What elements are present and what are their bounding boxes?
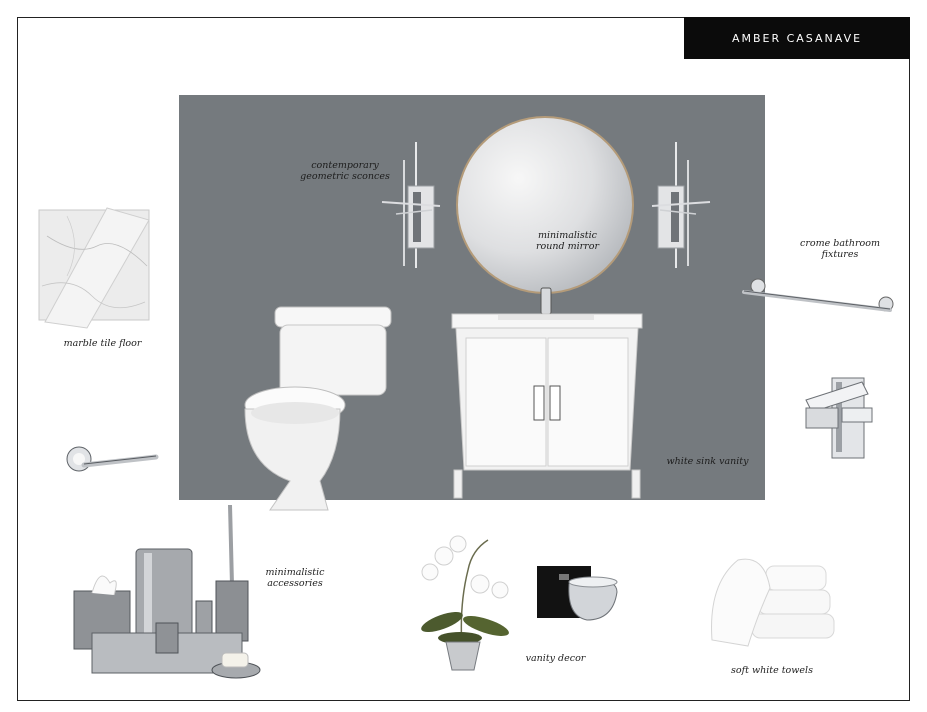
accessories-label-line2: accessories <box>267 578 323 589</box>
tile-label <box>50 338 155 349</box>
decor-label-text: vanity decor <box>525 653 586 664</box>
fixtures-label <box>790 238 890 260</box>
vanity-label <box>660 456 755 467</box>
faucet-image <box>802 372 877 460</box>
brand-banner <box>684 17 910 59</box>
tile-label-text: marble tile floor <box>63 338 142 349</box>
vanity-decor-image <box>535 562 625 632</box>
toilet-image <box>240 305 395 515</box>
sconces-label-line2: geometric sconces <box>300 171 390 182</box>
mirror-label <box>525 230 610 252</box>
towels-label-text: soft white towels <box>731 665 813 676</box>
white-towels-image <box>708 554 838 649</box>
fixtures-label-line1: crome bathroom <box>800 238 880 249</box>
paper-holder-image <box>66 444 161 474</box>
round-mirror-image <box>455 115 635 297</box>
bath-accessories-image <box>70 505 270 685</box>
accessories-label <box>255 567 335 589</box>
white-sink-vanity-image <box>450 288 645 500</box>
right-sconce-image <box>650 140 710 270</box>
mirror-label-line1: minimalistic <box>537 230 597 241</box>
towels-label <box>722 665 822 676</box>
brand-name: AMBER CASANAVE <box>731 31 863 45</box>
marble-tile-image <box>37 206 152 330</box>
sconces-label-line1: contemporary <box>311 160 379 171</box>
accessories-label-line1: minimalistic <box>265 567 325 578</box>
sconces-label <box>290 160 400 182</box>
orchid-plant-image <box>408 530 523 675</box>
vanity-label-text: white sink vanity <box>666 456 749 467</box>
decor-label <box>518 653 593 664</box>
fixtures-label-line2: fixtures <box>821 249 859 260</box>
mirror-label-line2: round mirror <box>536 241 599 252</box>
towel-bar-image <box>740 276 900 316</box>
